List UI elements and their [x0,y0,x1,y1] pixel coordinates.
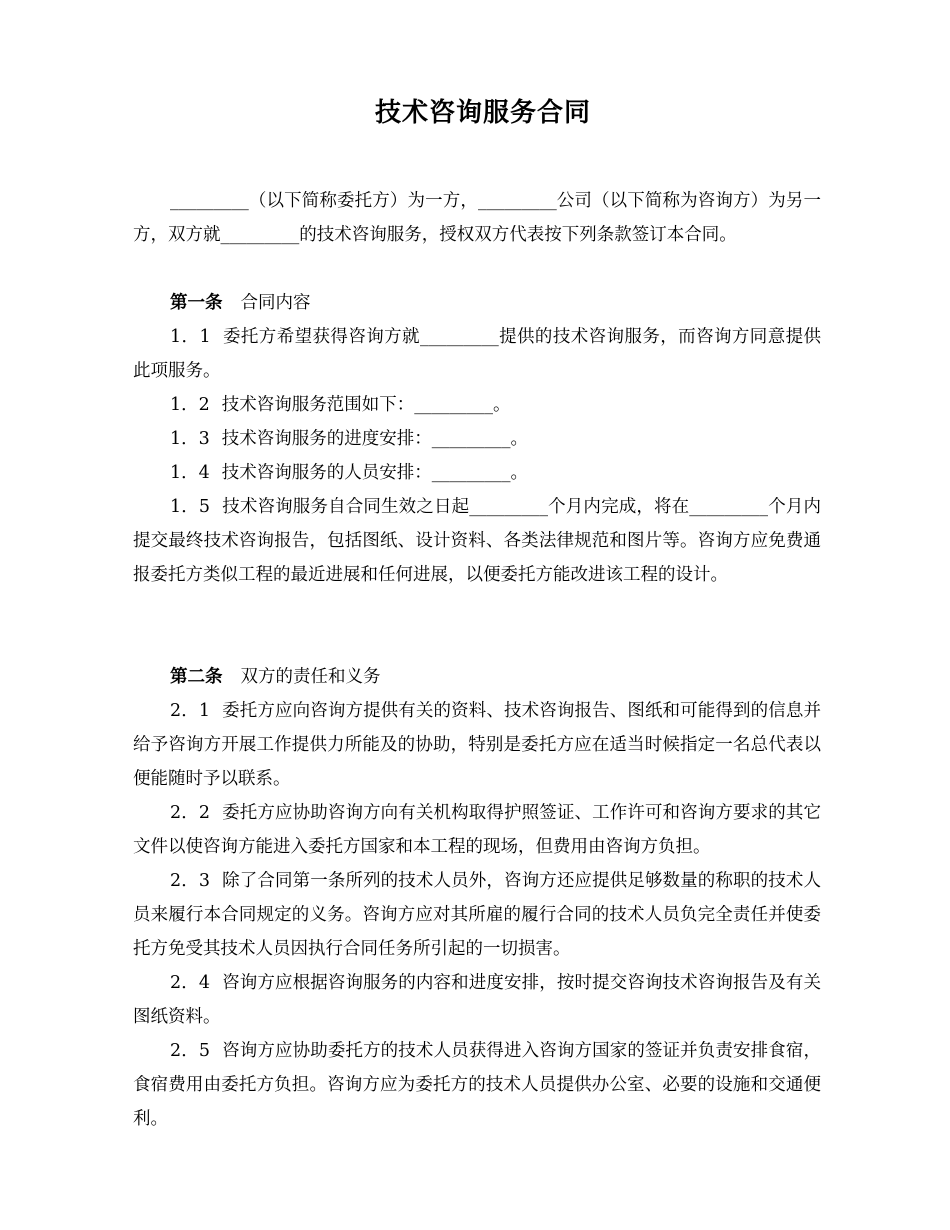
clause-text: 技术咨询服务的进度安排：_________。 [221,429,529,449]
clause-number: 1．2 [170,395,210,415]
clause-2-1 [133,694,821,796]
clause-number: 2．5 [170,1041,211,1061]
clause-1-5 [133,490,821,592]
clause-number: 2．3 [170,871,211,891]
clause-text: 委托方希望获得咨询方就_________提供的技术咨询服务，而咨询方同意提供此项服务。 [133,327,821,381]
clause-text: 委托方应协助咨询方向有关机构取得护照签证、工作许可和咨询方要求的其它文件以使咨询方能进入委托方国家和本工程的现场，但费用由咨询方负担。 [133,803,821,857]
clause-text: 技术咨询服务自合同生效之日起_________个月内完成，将在_________个月内提交最终技术咨询报告，包括图纸、设计资料、各类法律规范和图片等。咨询方应免费通报委托方类似工程的最近进展和任何进展，以便委托方能改进该工程的设计。 [133,497,821,585]
clause-text: 咨询方应协助委托方的技术人员获得进入咨询方国家的签证并负责安排食宿，食宿费用由委托方负担。咨询方应为委托方的技术人员提供办公室、必要的设施和交通便利。 [133,1041,821,1129]
article-2-name: 双方的责任和义务 [240,667,381,687]
clause-number: 1．1 [170,327,211,347]
clause-number: 2．1 [170,701,211,721]
clause-number: 2．2 [170,803,211,823]
clause-1-2 [133,388,821,422]
clause-text: 技术咨询服务范围如下：_________。 [221,395,511,415]
clause-text: 委托方应向咨询方提供有关的资料、技术咨询报告、图纸和可能得到的信息并给予咨询方开展工作提供力所能及的协助，特别是委托方应在适当时候指定一名总代表以便能随时予以联系。 [133,701,821,789]
article-1-name: 合同内容 [240,293,311,313]
clause-number: 1．4 [170,463,210,483]
clause-text: 除了合同第一条所列的技术人员外，咨询方还应提供足够数量的称职的技术人员来履行本合同规定的义务。咨询方应对其所雇的履行合同的技术人员负完全责任并使委托方免受其技术人员因执行合同任务所引起的一切损害。 [133,871,821,959]
article-2-heading [133,660,821,694]
clause-number: 2．4 [170,973,211,993]
clause-2-2 [133,796,821,864]
preamble-paragraph: _________（以下简称委托方）为一方，_________公司（以下简称为咨询方）为另一方，双方就_________的技术咨询服务，授权双方代表按下列条款签订本合同。 [133,191,821,245]
article-1-label: 第一条 [170,293,223,313]
clause-text: 技术咨询服务的人员安排：_________。 [221,463,529,483]
article-2-label: 第二条 [170,667,223,687]
article-1-heading [133,286,821,320]
clause-2-3 [133,864,821,966]
clause-number: 1．5 [170,497,211,517]
clause-2-4 [133,966,821,1034]
clause-1-3 [133,422,821,456]
clause-1-1 [133,320,821,388]
clause-number: 1．3 [170,429,210,449]
document-title: 技术咨询服务合同 [374,98,591,128]
clause-text: 咨询方应根据咨询服务的内容和进度安排，按时提交咨询技术咨询报告及有关图纸资料。 [133,973,821,1027]
clause-2-5 [133,1034,821,1136]
clause-1-4 [133,456,821,490]
